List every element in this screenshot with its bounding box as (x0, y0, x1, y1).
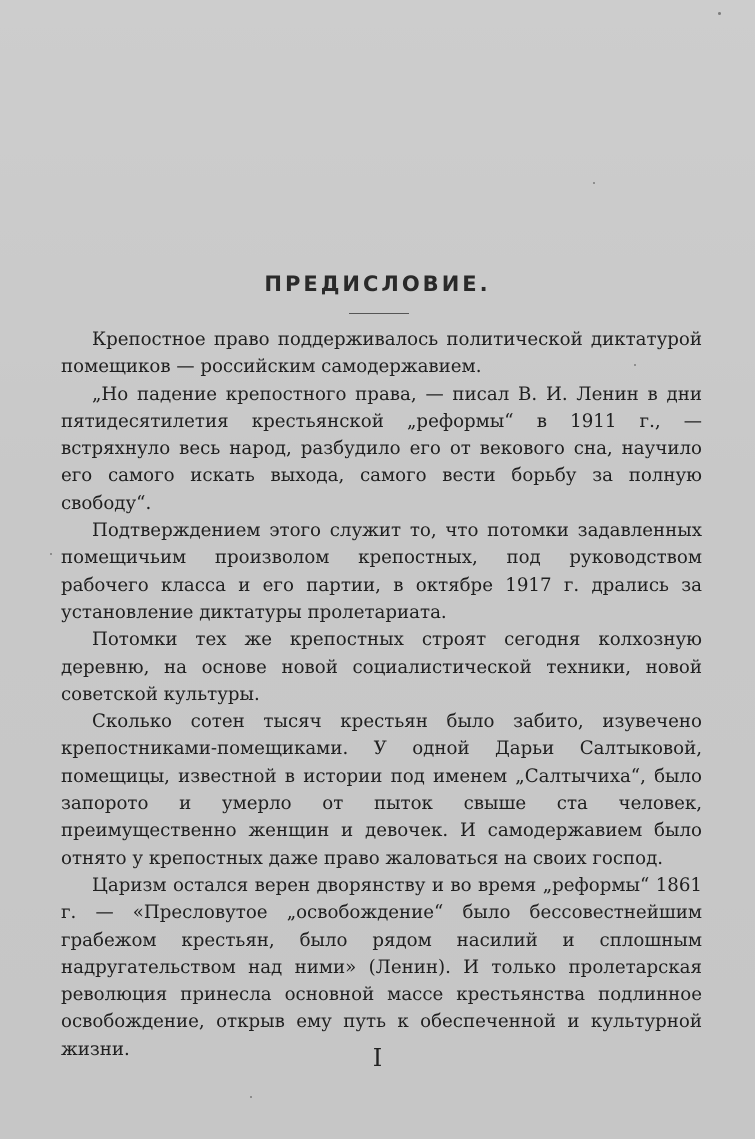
paragraph: Крепостное право поддерживалось политической диктатурой помещиков — российским самодержавием. (61, 329, 702, 378)
preface-text (61, 326, 702, 1063)
paragraph: „Но падение крепостного права, — писал В. И. Ленин в дни пятидесятилетия крестьянской „реформы“ в 1911 г., — встряхнуло весь народ, разбудило его от векового сна, научило его самого искать выхода, самого вести борьбу за полную свободу“. (61, 383, 702, 514)
paper-speck (634, 364, 636, 366)
paper-speck (718, 12, 721, 15)
page-heading: ПРЕДИСЛОВИЕ. (264, 272, 491, 296)
paragraph: Потомки тех же крепостных строят сегодня колхозную деревню, на основе новой социалистической техники, новой советской культуры. (61, 629, 702, 705)
paper-speck (50, 553, 52, 555)
paper-speck (593, 182, 595, 184)
heading-rule (349, 313, 409, 314)
paragraph: Подтверждением этого служит то, что потомки задавленных помещичьим произволом крепостных, под руководством рабочего класса и его партии, в октябре 1917 г. дрались за установление диктатуры пролетариата. (61, 520, 702, 623)
paragraph: Сколько сотен тысяч крестьян было забито, изувечено крепостниками-помещиками. У одной Дарьи Салтыковой, помещицы, известной в истории под именем „Салтычиха“, было запорото и умерло от пыток свыше ста человек, преимущественно женщин и девочек. И самодержавием было отнято у крепостных даже право жаловаться на своих господ. (61, 711, 702, 869)
paragraph: Царизм остался верен дворянству и во время „реформы“ 1861 г. — «Пресловутое „освобождение“ было бессовестнейшим грабежом крестьян, было рядом насилий и сплошным надругательством над ними» (Ленин). И только пролетарская революция принесла основной массе крестьянства подлинное освобождение, открыв ему путь к обеспеченной и культурной жизни. (61, 874, 702, 1060)
page-number: I (372, 1044, 383, 1072)
paper-speck (250, 1096, 252, 1098)
